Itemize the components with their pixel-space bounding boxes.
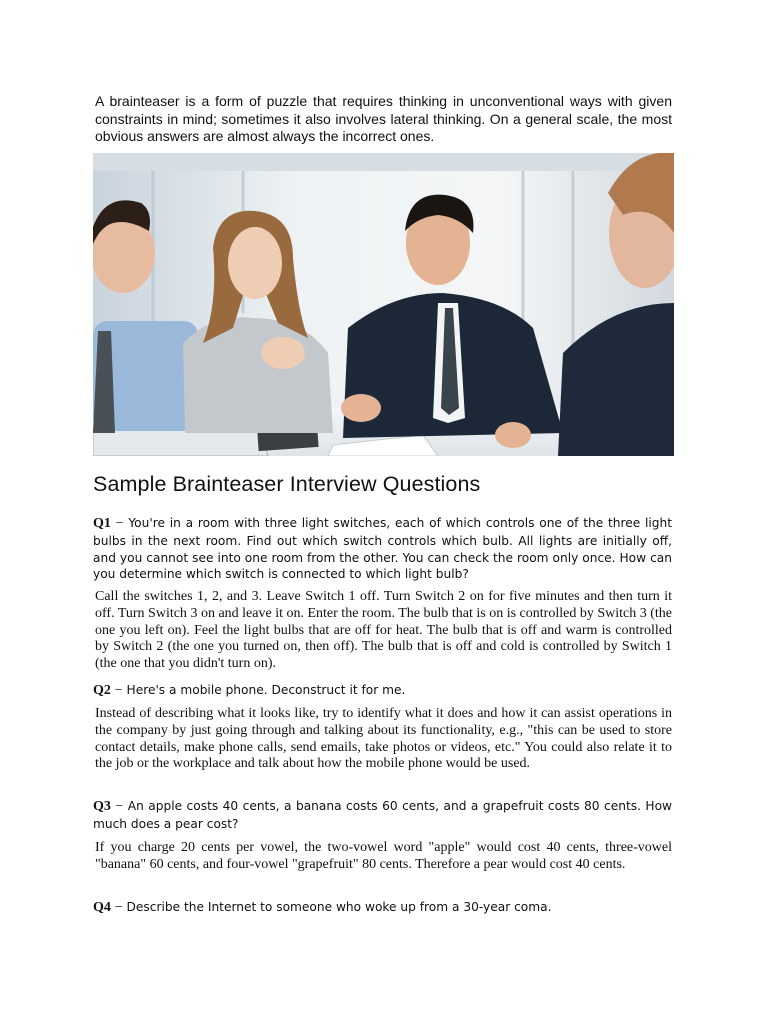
question-text: Describe the Internet to someone who woke up from a 30-year coma. <box>126 900 552 914</box>
question-number: Q1 <box>93 516 111 531</box>
section-title: Sample Brainteaser Interview Questions <box>93 472 481 496</box>
question-q2 <box>93 682 672 700</box>
question-number: Q2 <box>93 683 111 698</box>
intro-paragraph: A brainteaser is a form of puzzle that requires thinking in unconventional ways with given constraints in mind; sometimes it also involves lateral thinking. On a general scale, the most obvious answers are almost always the incorrect ones. <box>95 93 672 144</box>
answer-q3: If you charge 20 cents per vowel, the two-vowel word "apple" would cost 40 cents, three-vowel "banana" 60 cents, and four-vowel "grapefruit" 80 cents. Therefore a pear would cost 40 cents. <box>95 840 672 872</box>
business-meeting-photo <box>93 153 674 456</box>
question-text: You're in a room with three light switches, each of which controls one of the three light bulbs in the next room. Find out which switch controls which bulb. All lights are initially off, and you cannot see into one room from the other. You can check the room only once. How can you determine which switch is connected to which light bulb? <box>93 516 673 582</box>
question-number: Q4 <box>93 900 111 915</box>
question-q3 <box>93 798 672 833</box>
question-text: Here's a mobile phone. Deconstruct it for me. <box>126 683 406 697</box>
question-q4 <box>93 899 672 917</box>
question-text: An apple costs 40 cents, a banana costs 60 cents, and a grapefruit costs 80 cents. How much does a pear cost? <box>93 799 672 831</box>
answer-q2: Instead of describing what it looks like, try to identify what it does and how it can assist operations in the company by just going through and talking about its functionality, e.g., "this can be used to store contact details, make phone calls, send emails, take photos or videos, etc." You could also relate it to the job or the workplace and talk about how the mobile phone would be used. <box>95 706 672 772</box>
question-number: Q3 <box>93 799 111 814</box>
question-dash: − <box>114 683 123 698</box>
question-dash: − <box>115 516 124 531</box>
question-dash: − <box>115 799 124 814</box>
question-q1 <box>93 515 672 583</box>
question-dash: − <box>114 900 123 915</box>
answer-q1: Call the switches 1, 2, and 3. Leave Switch 1 off. Turn Switch 2 on for five minutes and then turn it off. Turn Switch 3 on and leave it on. Enter the room. The bulb that is on is controlled by Switch 3 (the one you left on). Feel the light bulbs that are off for heat. The bulb that is off and warm is controlled by Switch 2 (the one you turned on, then off). The bulb that is off and cold is controlled by Switch 1 (the one that you didn't turn on). <box>95 589 672 672</box>
